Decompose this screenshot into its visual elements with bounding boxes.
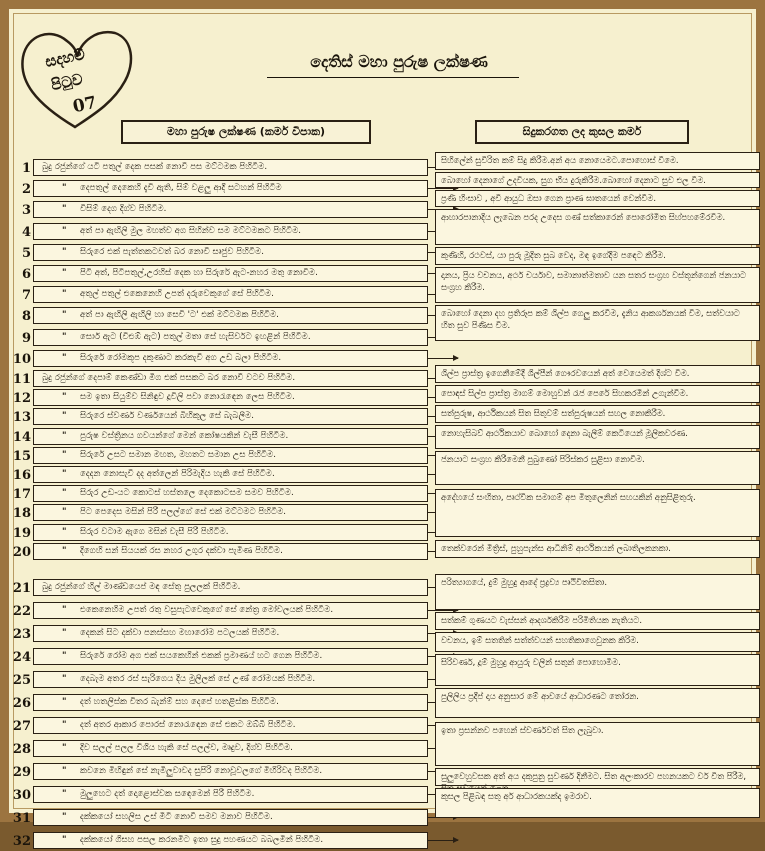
lakshana-number: 1	[21, 161, 31, 176]
heart-badge	[15, 23, 135, 135]
lakshana-number: 11	[12, 372, 31, 387]
lakshana-number: 31	[12, 811, 31, 826]
ditto-mark: "	[62, 605, 67, 615]
lakshana-text: එකෙනෙහිම උපත් රතු වසුපැටවෙකුගේ සේ නේත්‍ර මෝවලයක් පිහිටීම.	[80, 605, 334, 615]
lakshana-number: 19	[12, 525, 31, 541]
kusala-box	[435, 540, 760, 558]
ditto-mark: "	[62, 352, 67, 363]
lakshana-description	[33, 466, 428, 483]
kusala-text: සිරිවර්ණ, දූම් මුහුදු ආයුරු වලින් සතුන් පොහොමීම.	[441, 657, 621, 667]
left-column-header: මහා පුරුෂ ලක්ෂණ (කර්ම විපාක)	[121, 120, 371, 144]
kusala-box	[435, 405, 760, 423]
lakshana-description	[33, 625, 428, 642]
lakshana-number: 23	[12, 627, 31, 642]
right-column-header: සිදුකරගත ලද කුසල කර්ම	[475, 120, 689, 144]
lakshana-text: දක්කයෝ සහලිස උස් මිටි නොවී සමව මනාව පිහිටීම.	[80, 812, 273, 822]
lakshana-description	[33, 832, 428, 849]
kusala-text: බොහෝ දෙනාගේ උදවියක, සුග භීය දුරුකිරීම.බොහෝ දෙනාට සුව එල වීම.	[441, 175, 706, 185]
kusala-text: කුණිහි, රථවස්, යා පුරු මූදිත සුබ වෙද, මඳ ඉගේදීම පඳෙට කිරීම.	[441, 250, 666, 260]
ditto-mark: "	[62, 331, 67, 342]
lakshana-number: 24	[12, 650, 31, 665]
lakshana-description	[33, 244, 428, 261]
lakshana-text: සිරුරෙ ස්වර්ණ වර්ණයෙන් බිහිකුල සේ බැබලීම.	[80, 411, 254, 422]
lakshana-number: 17	[12, 487, 31, 503]
lakshana-number: 21	[12, 581, 31, 596]
ditto-mark: "	[62, 488, 67, 499]
lakshana-description	[33, 223, 428, 240]
ditto-mark: "	[62, 449, 67, 460]
badge-number: 07	[71, 92, 99, 118]
page-title: දෙතිස් මහා පුරුෂ ලක්ෂණ	[310, 52, 488, 71]
ditto-mark: "	[62, 246, 67, 257]
ditto-mark: "	[62, 766, 67, 776]
lakshana-description	[33, 180, 428, 197]
kusala-text: පුලිලිය ප්‍රදීප් දාය අනුසාර මේ ආවයේ ආධාරණට තෝරන.	[441, 691, 639, 701]
lakshana-text: සිරුරෙ එක් පැත්තකටවත් බර නොවී සෘජුව පිහිටීම.	[80, 246, 264, 257]
kusala-box	[435, 305, 760, 341]
kusala-box	[435, 172, 760, 188]
kusala-box	[435, 722, 760, 766]
lakshana-number: 4	[21, 224, 31, 240]
badge-line-1: සදහම්	[43, 45, 87, 71]
lakshana-text: පිට පෙදෙස මසින් පිරී පලල්ගේ සේ එක් මට්ටමට පිහිටීම.	[80, 507, 287, 518]
lakshana-text: සිරුරේ රෝම අග එක් සයකෙහින් එකක් ප්‍රමාණය් හට ගෙන පිහිටීම.	[80, 651, 323, 661]
lakshana-description	[33, 159, 428, 176]
kusala-text: ජනයාට සංග්‍රහ කිරීමෙනී පුබුණෝ පිරිස්කර සුළිසා නොවීම.	[441, 454, 645, 464]
lakshana-text: සොර් ඇට (විළුඹ් ඇට) පතුල් මතා සේ හැසිර්වට ඉහළින් පිහිටීම.	[80, 331, 311, 342]
lakshana-text: දෙකන් සිට දක්වා පනස්සහ මහාරෝම පටලයක් පිහිටීම.	[80, 628, 280, 638]
lakshana-number: 6	[21, 267, 31, 282]
lakshana-text: සිරුරේ රෝමකූප දකුණාට කරකැවී අග උඩ බලා පිහිටීම.	[80, 352, 282, 363]
ditto-mark: "	[62, 225, 67, 236]
lakshana-number: 9	[21, 330, 31, 346]
lakshana-text: සිරුර උඩ-යට කොටස් හස්තලෙ දෙකොටසම සමව පිහිටීම.	[80, 488, 294, 499]
lakshana-description	[33, 579, 428, 596]
lakshana-description	[33, 408, 428, 425]
kusala-box	[435, 190, 760, 207]
kusala-text: ශිල්ප ප්‍රාස්ත්‍ර ඉගෙනීමේදී ශිල්පීන් ගෞරවයෙන් අත් වෙයෙමත් දිශ්ට වීම.	[441, 368, 690, 378]
arrow-icon	[428, 358, 458, 359]
lakshana-number: 8	[21, 309, 31, 325]
ditto-mark: "	[62, 268, 67, 278]
lakshana-number: 30	[12, 788, 31, 803]
kusala-text: අදේහයේ සංහිතා, පෘථ්වික සමාගම් අප මිතුලෙනින් සහයකින් අනුසිළිතුරු.	[441, 492, 696, 502]
lakshana-description	[33, 428, 428, 445]
ditto-mark: "	[62, 545, 67, 556]
lakshana-number: 14	[12, 429, 31, 445]
lakshana-description	[33, 717, 428, 734]
lakshana-text: බුදු රජුන්ගේ දෙපාම් කෙණ්ඩා මිග එක් පසකට බර නොවී වටව පිහිටීම.	[42, 373, 296, 383]
lakshana-number: 26	[12, 696, 31, 711]
lakshana-number: 27	[12, 719, 31, 734]
ditto-mark: "	[62, 469, 67, 479]
lakshana-description	[33, 786, 428, 803]
lakshana-description	[33, 694, 428, 711]
kusala-box	[435, 152, 760, 170]
lakshana-text: බුදු රජුන්ගේ යටි පතුල් දෙක පසක් නොවී පස මට්ටමක පිහිටීම.	[42, 162, 268, 172]
kusala-text: වචනය, ඉම් සතතින් සත්ත්වයන් සහතිකාගෙවුනක කිරිම.	[441, 635, 639, 645]
kusala-box	[435, 654, 760, 686]
ditto-mark: "	[62, 674, 67, 684]
ditto-mark: "	[62, 183, 67, 194]
lakshana-description	[33, 740, 428, 757]
lakshana-description	[33, 201, 428, 218]
kusala-box	[435, 768, 760, 786]
kusala-box	[435, 247, 760, 265]
kusala-text: බොහෝ දෙනා දහ ප්‍රතිරූප කම් ශිල්ප ගෙලු කරවීම, දැනිය ආකර්ශනයක් වීම, සත්වයාට හිත සුව පිණිස වීම.	[441, 308, 740, 330]
kusala-box	[435, 425, 760, 449]
kusala-text: පරිත්‍යාගයේ, දුම් මුහුදු ආදේ ප්‍රද්‍රව්‍ය පෘථිවිතසිතා.	[441, 577, 608, 587]
kusala-text: සත්කම් ගුණයට වැස්සන් ආදර්ශකිරීම පරිමිතියක නැතියට.	[441, 615, 642, 625]
kusala-box	[435, 574, 760, 610]
kusala-box	[435, 788, 760, 818]
badge-line-2: පිටුව	[49, 69, 85, 95]
kusala-text: නොහැසිබව් ආර්ථිකයාව බොහෝ දෙනා බැලීම් කෙටියෙන් මූලිකවරණ.	[441, 428, 688, 438]
kusala-text: දානය, ප්‍රිය වචනය, අර්ථ චර්යාව, සමානාත්මතාව යන සතර සංග්‍රහ වස්තූන්ගෙන් ජනයාට සංග්‍රහ කිරීම.	[441, 270, 747, 292]
kusala-box	[435, 489, 760, 537]
kusala-text: සිහිලේන් සුවිරිත කම් සිදු කිරීම.අන් අය නොයෙමට.පොහොස් වීමෙ.	[441, 155, 679, 165]
lakshana-text: දිව සලල් පලල විශිය හැකි සේ පලල්ව, මෘදුව, දිග්ව පිහිටීම.	[80, 743, 293, 753]
lakshana-text: දත් හතලිස්ක විතර බැන්ම් සහ දෙපේ හතළිස්ක පිහිටීම.	[80, 697, 279, 707]
lakshana-number: 3	[21, 203, 31, 219]
lakshana-number: 22	[12, 604, 31, 619]
ditto-mark: "	[62, 628, 67, 638]
lakshana-number: 16	[12, 468, 31, 483]
ditto-mark: "	[62, 651, 67, 661]
lakshana-text: දෙදන නොසැවී දද අත්ලෙන් පිරිමැදිය හැකි සේ පිහිටීම.	[80, 469, 275, 479]
ditto-mark: "	[62, 835, 67, 845]
lakshana-number: 13	[12, 410, 31, 426]
lakshana-description	[33, 524, 428, 541]
kusala-box	[435, 632, 760, 652]
lakshana-number: 28	[12, 742, 31, 757]
lakshana-text: පිටි අත්, පිටිපතුල්,උරහිස් දෙක හා සිරුරේ ඇට-නහර මතු නොවීම.	[80, 268, 318, 278]
lakshana-number: 7	[21, 288, 31, 304]
lakshana-number: 20	[12, 544, 31, 560]
arrow-icon	[428, 840, 458, 841]
lakshana-text: සම ඉතා සියුම්ව සිනිඳුව දූවිලි පවා නොරැඳෙන ලෙස පිහිටීම.	[80, 392, 295, 403]
ditto-mark: "	[62, 411, 67, 422]
ditto-mark: "	[62, 507, 67, 518]
lakshana-description	[33, 602, 428, 619]
lakshana-description	[33, 370, 428, 387]
kusala-text: තෙක්වරෙන් මිත්‍රිස්, පුහුපැන්ස ආධිනිම් ආර්ථිකයන් ලබාතිලකනකා.	[441, 543, 671, 553]
lakshana-text: සිරුර වටාම ඇගෙ මසින් වැසී පිරී පිහිටීම.	[80, 526, 229, 537]
lakshana-description	[33, 329, 428, 346]
ditto-mark: "	[62, 392, 67, 403]
kusala-text: කුසල පිළිබඳ සතු අර් ආධාරකයක්ද ඉමරාව.	[441, 791, 592, 801]
lakshana-description	[33, 543, 428, 560]
lakshana-description	[33, 809, 428, 826]
lakshana-text: අත් පා ඇඟිලි මුල මහත්ව අග සිහින්ව සම මට්ටමකට පිහිටීම.	[80, 225, 302, 236]
kusala-box	[435, 688, 760, 718]
ditto-mark: "	[62, 812, 67, 822]
lakshana-number: 32	[12, 834, 31, 849]
lakshana-number: 15	[12, 448, 31, 464]
lakshana-description	[33, 485, 428, 502]
ditto-mark: "	[62, 430, 67, 441]
lakshana-description	[33, 389, 428, 406]
ditto-mark: "	[62, 289, 67, 300]
lakshana-text: දක්කයෝ ගිසහ පසල කරනමිට ඉතා සුදු පහණයට බබලමින් පිහිටීම.	[80, 835, 324, 845]
lakshana-number: 5	[21, 245, 31, 261]
lakshana-text: දිගෙහි සන් සියයක් රස නහර උගුර දක්වා පැමිණ පිහිටීම.	[80, 545, 283, 556]
lakshana-description	[33, 286, 428, 303]
kusala-text: පොඳස් සිල්ප ප්‍රාස්ත්‍ර මාගම් මොහුවන් රැජ පෙරේ සිහකරමින් උගැන්වීම.	[441, 388, 689, 398]
lakshana-number: 2	[21, 182, 31, 198]
ditto-mark: "	[62, 697, 67, 707]
kusala-text: සත්පුරුෂ, ආර්ථිකයන් සිත සිතුවම් සත්පුරුෂයන් සහල නොකිරීම.	[441, 408, 666, 418]
kusala-box	[435, 267, 760, 303]
kusala-box	[435, 612, 760, 630]
lakshana-description	[33, 350, 428, 367]
ditto-mark: "	[62, 204, 67, 215]
kusala-box	[435, 209, 760, 245]
lakshana-number: 25	[12, 673, 31, 688]
lakshana-text: දෙබැම අතර රස් සැරිගෙය දිය මුලිලක් සේ උණ් රෝමයක් පිහිටීම.	[80, 674, 316, 684]
lakshana-text: දත් අතර ආකාර පොරස් නොරැඳෙන සේ එකට ඔබ්බී පිහිටීම.	[80, 720, 296, 730]
lakshana-text: දෙපතුල් දෙකෙහි දැවි ඇති, සිම් වළලු ආදී සටහන් පිහිටීම	[80, 183, 282, 194]
lakshana-number: 12	[12, 391, 31, 407]
lakshana-text: අතුල් පතුල් එකෙනෙහි උපත් දරුවෙකුගේ සේ පිහිටීම.	[80, 289, 274, 300]
lakshana-text: විසිම් දෙග දිග්ව පිහිටීම.	[80, 204, 167, 215]
kusala-box	[435, 385, 760, 403]
ditto-mark: "	[62, 310, 67, 321]
kusala-text: ප්‍රණී හිංසාව , අවි ආයුධ ඔසා ගෙන ප්‍රාණ ඝාතයෙන් වෙන්වීම.	[441, 193, 656, 203]
lakshana-number: 18	[12, 506, 31, 522]
ditto-mark: "	[62, 789, 67, 799]
title-underline	[267, 77, 519, 78]
lakshana-description	[33, 671, 428, 688]
lakshana-description	[33, 763, 428, 780]
ditto-mark: "	[62, 743, 67, 753]
lakshana-number: 10	[12, 351, 31, 367]
lakshana-description	[33, 504, 428, 521]
lakshana-text: පුරුෂ වස්ත්‍රිනය ගවයන්ගේ මෙන් කෝෂයකින් වැසී පිහිටීම.	[80, 430, 289, 441]
kusala-text: සුලුවෙහුවසක අත් අය දකුපුනු සුවර්ණ දිනීමට. සිත අලංකාරව පහනයකට වර් විත පිරීම,	[441, 771, 747, 781]
kusala-text: ඉතා ප්‍රසන්නව පහෙන් ස්වර්ණවත් සිත ලැබුවා.	[441, 725, 604, 735]
lakshana-description	[33, 265, 428, 282]
lakshana-number: 29	[12, 765, 31, 780]
lakshana-text: බුදු රජුන්ගේ හිල් මාණ්ඩයෙප් මඳ සේතු පුලලක් පිහිටීම.	[42, 582, 241, 592]
lakshana-text: සිරුරේ උසට සමාන මහත, මහතට සමාන උස පිහිටීම.	[80, 449, 276, 460]
lakshana-description	[33, 447, 428, 464]
arrow-icon	[428, 610, 458, 611]
kusala-box	[435, 365, 760, 383]
kusala-box	[435, 451, 760, 485]
lakshana-text: කවනෙ මිහිඳුන් සේ නැමිලුවාවද සුපිරි නොවූවලගේ මිහිරිවද පිහිටීම.	[80, 766, 323, 776]
lakshana-text: අත් පා ඇඟිලි ඇඟිලි හා සෙවි 'ට' එක් මට්ටමක පිහිටීම.	[80, 310, 279, 321]
lakshana-description	[33, 648, 428, 665]
lakshana-description	[33, 307, 428, 324]
ditto-mark: "	[62, 720, 67, 730]
lakshana-text: මුලුහෙට දත් දොළොස්වක සඳෙමෙන් පිරී පිහිටීම.	[80, 789, 255, 799]
ditto-mark: "	[62, 526, 67, 537]
kusala-text: ආහාරපානාදිය ලැබෙන පරද උදෙස ගණ් සත්කාරෙන් පොරෝමිත සිහ්පහමේරවීම.	[441, 212, 726, 222]
